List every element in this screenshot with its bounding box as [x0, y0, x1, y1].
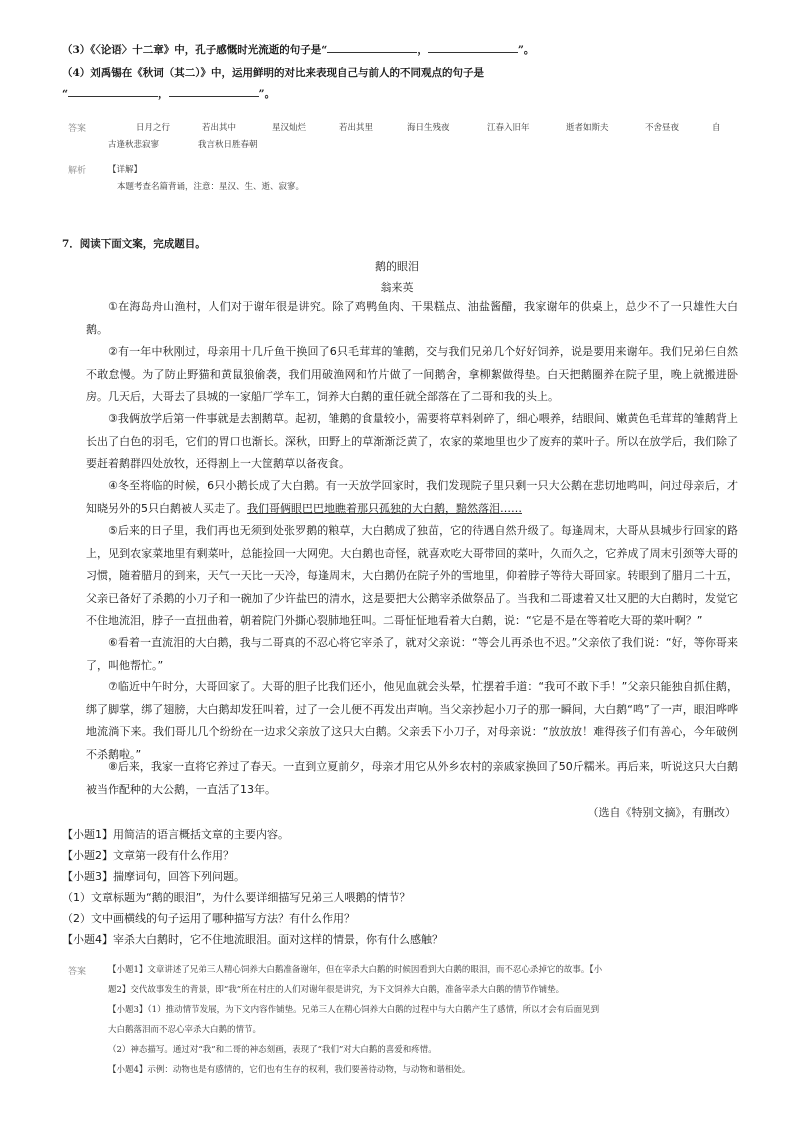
- answer-item: 若出其里: [339, 123, 374, 133]
- paragraph-1: ①在海岛舟山渔村，人们对于谢年很是讲究。除了鸡鸭鱼肉、干果糕点、油盐酱醋，我家谢年的供桌上，总少不了一只雄性大白鹅。: [86, 300, 738, 336]
- paragraph-5: ⑤后来的日子里，我们再也无须到处张罗鹅的粮草，大白鹅成了独苗，它的待遇自然升级了。每逢周末，大哥从县城步行回家的路上，见到农家菜地里有剩菜叶，总能捡回一大网兜。大白鹅也奇怪，就喜欢吃大哥带回的菜叶，久而久之，它养成了周末引颈等大哥的习惯，随着腊月的到来，天气一天比一天冷，每逢周末，大白鹅仍在院子外的雪地里，仰着脖子等待大哥回家。转眼到了腊月二十五，父亲已备好了杀鹅的小刀子和一碗加了少许盐巴的清水，这是要把大公鹅宰杀做祭品了。当我和二哥逮着又壮又肥的大白鹅时，发觉它不住地流泪，脖子一直扭曲着，朝着院门外撕心裂肺地狂叫。二哥怔怔地看着大白鹅，说：“它是不是在等着吃大哥的菜叶啊？”: [86, 524, 738, 627]
- answer-7-label: 答案: [68, 967, 87, 977]
- answer-item: 江春入旧年: [487, 123, 530, 133]
- analysis-title: 【详解】: [108, 165, 143, 175]
- question-4-text: （4）刘禹锡在《秋词（其二）》中，运用鲜明的对比来表现自己与前人的不同观点的句子是: [62, 67, 485, 79]
- paragraph-7: ⑦临近中午时分，大哥回家了。大哥的胆子比我们还小，他见血就会头晕，忙摆着手道：“我可不敢下手！”父亲只能独自抓住鹅，绑了脚掌，绑了翅膀，大白鹅却发狂叫着，过了一会儿便不再发出声响。当父亲抄起小刀子的那一瞬间，大白鹅“鸣”了一声，眼泪哗哗地流淌下来。我们哥儿几个纷纷在一边求父亲放了这只大白鹅。父亲丢下小刀子，对母亲说：“放放放！难得孩子们有善心，今年破例不杀鹅啦。”: [86, 680, 738, 761]
- article-author: 翁来英: [380, 281, 414, 294]
- sub-question-3: 【小题3】揣摩词句，回答下列问题。: [62, 870, 245, 883]
- quote-end: ”。: [258, 88, 276, 100]
- sub-question-3-part-2: （2）文中画横线的句子运用了哪种描写方法？有什么作用？: [62, 912, 355, 925]
- blank-3[interactable]: [68, 86, 158, 97]
- analysis-text: 本题考查名篇背诵，注意：星汉、生、逝、寂寥。: [117, 182, 305, 192]
- answer-item: 日月之行: [136, 123, 171, 133]
- answer-item: 若出其中: [202, 123, 237, 133]
- question-4-answer-line: [62, 86, 275, 101]
- sub-question-2: 【小题2】文章第一段有什么作用？: [62, 849, 234, 862]
- answer-7-line: 【小题3】（1）推动情节发展，为下文内容作铺垫。兄弟三人在精心饲养大白鹅的过程中与大白鹅产生了感情，所以才会有后面见到: [108, 1005, 600, 1015]
- article-source: （选自《特别文摘》，有删改）: [587, 806, 736, 819]
- separator: ，: [417, 44, 428, 56]
- blank-1[interactable]: [327, 42, 417, 53]
- sub-question-3-part-1: （1）文章标题为“鹅的眼泪”，为什么要详细描写兄弟三人喂鹅的情节？: [62, 891, 411, 904]
- paragraph-4-text: ④冬至将临的时候，6只小鹅长成了大白鹅。有一天放学回家时，我们发现院子里只剩一只大公鹅在悲切地鸣叫，问过母亲后，才知晓另外的5只白鹅被人买走了。: [86, 479, 738, 515]
- paragraph-4: [86, 475, 738, 520]
- answer-item: 星汉灿烂: [272, 123, 307, 133]
- paragraph-6: ⑥看着一直流泪的大白鹅，我与二哥真的不忍心将它宰杀了，就对父亲说：“等会儿再杀也不迟。”父亲依了我们说：“好，等你哥来了，叫他帮忙。”: [86, 636, 738, 672]
- analysis-label: 解析: [68, 166, 87, 176]
- answer-7-line: 【小题1】文章讲述了兄弟三人精心饲养大白鹅准备谢年，但在宰杀大白鹅的时候因看到大白鹅的眼泪，而不忍心杀掉它的故事。【小: [108, 965, 603, 975]
- question-3-line: [62, 42, 534, 57]
- answer-7-line: 题2】交代故事发生的背景，即“我”所在村庄的人们对谢年很是讲究，为下文饲养大白鹅，准备宰杀大白鹅的情节作铺垫。: [108, 985, 565, 995]
- answer-7-line: （2）神态描写。通过对“我”和二哥的神态刻画，表现了“我们”对大白鹅的喜爱和疼惜。: [108, 1045, 437, 1055]
- answer-item: 逝者如斯夫: [566, 123, 609, 133]
- answer-7-line: 【小题4】示例：动物也是有感情的，它们也有生存的权利，我们要善待动物，与动物和谐相处。: [108, 1065, 471, 1075]
- quote-end: ”。: [517, 44, 535, 56]
- underlined-sentence: 我们哥俩眼巴巴地瞧着那只孤独的大白鹅，黯然落泪……: [247, 501, 522, 515]
- sub-question-4: 【小题4】宰杀大白鹅时，它不住地流眼泪。面对这样的情景，你有什么感触？: [62, 933, 443, 946]
- paragraph-3: ③我俩放学后第一件事就是去割鹅草。起初，雏鹅的食量较小，需要将草料剁碎了，细心喂养，结眼间、嫩黄色毛茸茸的雏鹅背上长出了白色的羽毛，它们的胃口也渐长。深秋，田野上的草渐渐泛黄了，农家的菜地里也少了废弃的菜叶子。所以在放学后，我们除了要赶着鹅群四处放牧，还得割上一大筐鹅草以备夜食。: [86, 412, 738, 470]
- answer-item: 我言秋日胜春朝: [198, 140, 258, 150]
- quote-open: “: [62, 88, 69, 100]
- article-title: 鹅的眼泪: [375, 260, 419, 273]
- blank-2[interactable]: [428, 42, 518, 53]
- answer-item: 不舍昼夜: [645, 123, 680, 133]
- answer-7-line: 大白鹅落泪而不忍心宰杀大白鹅的情节。: [108, 1025, 262, 1035]
- paragraph-2: ②有一年中秋刚过，母亲用十几斤鱼干换回了6只毛茸茸的雏鹅，交与我们兄弟几个好好饲养，说是要用来谢年。我们兄弟仨自然不敢怠慢。为了防止野猫和黄鼠狼偷袭，我们用破渔网和竹片做了一间鹅舍，拿柳絮做得垫。白天把鹅圈养在院子里，晚上就搬进卧房。几天后，大哥去了县城的一家船厂学车工，饲养大白鹅的重任就全部落在了二哥和我的头上。: [86, 345, 738, 403]
- question-3-text: （3）《〈论语〉十二章》中，孔子感慨时光流逝的句子是“: [62, 44, 328, 56]
- answer-label: 答案: [68, 124, 87, 134]
- answer-item: 古逢秋悲寂寥: [108, 140, 160, 150]
- answer-item: 海日生残夜: [407, 123, 450, 133]
- answer-item: 自: [712, 123, 721, 133]
- question-7-heading: 7．阅读下面文案，完成题目。: [62, 238, 206, 250]
- blank-4[interactable]: [169, 86, 259, 97]
- sub-question-1: 【小题1】用简洁的语言概括文章的主要内容。: [62, 828, 289, 841]
- paragraph-8: ⑧后来，我家一直将它养过了春天。一直到立夏前夕，母亲才用它从外乡农村的亲戚家换回了50斤糯米。再后来，听说这只大白鹅被当作配种的大公鹅，一直活了13年。: [86, 760, 738, 796]
- separator: ，: [158, 88, 169, 100]
